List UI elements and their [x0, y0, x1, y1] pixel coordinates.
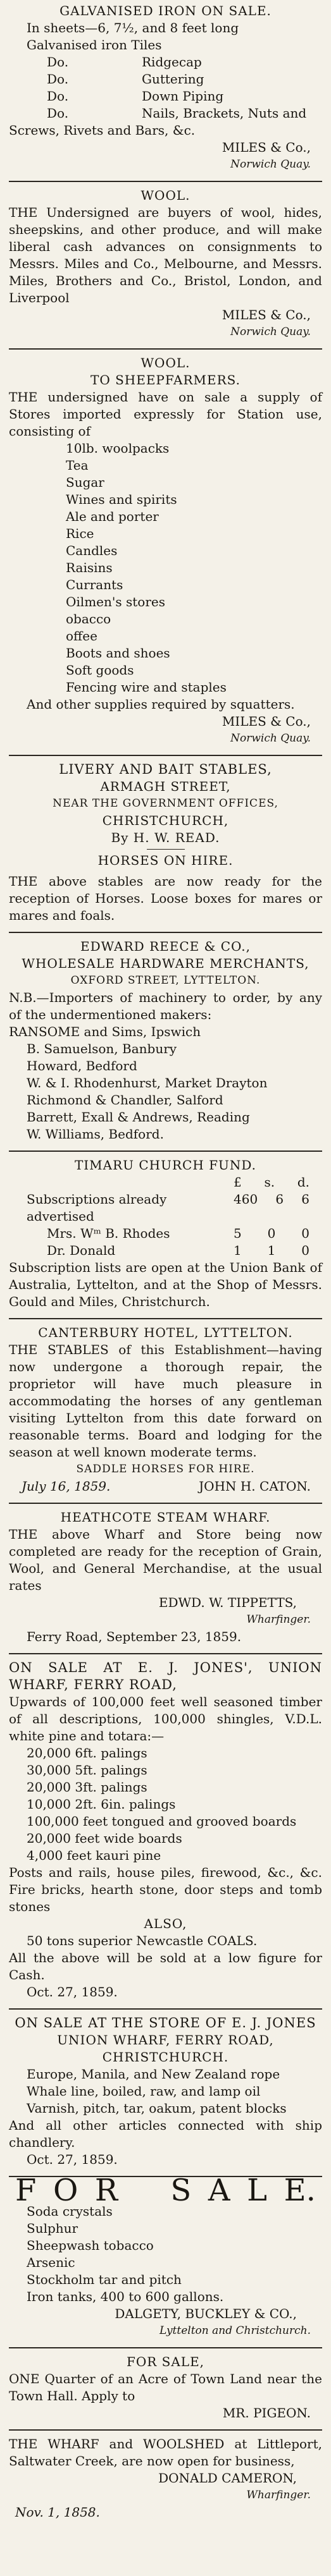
ad-town-land	[9, 2353, 322, 2422]
divider	[9, 1151, 322, 1152]
list-item: Wines and spirits	[66, 492, 177, 507]
list-item: RANSOME and Sims, Ipswich	[9, 1024, 201, 1039]
ad-subheading: HORSES ON HIRE.	[97, 853, 234, 868]
ad-canterbury-hotel	[9, 1324, 322, 1495]
list-item: Iron tanks, 400 to 600 gallons.	[27, 2289, 224, 2304]
ad-address: Wharfinger.	[246, 1613, 311, 1626]
ad-date: Oct. 27, 1859.	[27, 1984, 118, 1999]
table-row: Dr. Donald 1 1 0	[47, 1243, 309, 1258]
ad-body: THE above stables are now ready for the reception of Horses. Loose boxes for mares or mares and foals.	[9, 874, 322, 923]
ad-address: Wharfinger.	[246, 2489, 311, 2501]
list-item: W. Williams, Bedford.	[27, 1126, 164, 1142]
list-item: Currants	[66, 577, 123, 592]
ad-heathcote-wharf	[9, 1509, 322, 1645]
ad-heading: WOOL.	[141, 188, 190, 203]
ad-date: Oct. 27, 1859.	[27, 2152, 118, 2167]
ad-subheading: OXFORD STREET, LYTTELTON.	[70, 974, 261, 987]
ad-heading: GALVANISED IRON ON SALE.	[59, 3, 272, 18]
list-item: Fencing wire and staples	[66, 680, 227, 695]
ad-date: July 16, 1859.	[22, 1479, 111, 1494]
list-item: 4,000 feet kauri pine	[27, 1848, 161, 1863]
ad-date: Ferry Road, September 23, 1859.	[27, 1629, 242, 1644]
divider	[9, 755, 322, 756]
divider	[9, 932, 322, 933]
table-row: Mrs. Wᵐ B. Rhodes 5 0 0	[47, 1226, 309, 1241]
list-item: Do. Guttering	[47, 71, 204, 87]
list-item: Candles	[66, 543, 118, 558]
divider	[9, 1653, 322, 1654]
table-row: Subscriptions already advertised 460 6 6	[27, 1192, 309, 1224]
list-item: Arsenic	[27, 2255, 75, 2270]
list-item: Varnish, pitch, tar, oakum, patent blocks	[27, 2101, 287, 2116]
ad-subheading: NEAR THE GOVERNMENT OFFICES,	[53, 797, 278, 810]
divider	[9, 181, 322, 182]
ad-line: In sheets—6, 7½, and 8 feet long	[27, 20, 239, 35]
list-item: Oilmen's stores	[66, 594, 165, 609]
list-item: 30,000 5ft. palings	[27, 1762, 147, 1778]
ad-heading: HEATHCOTE STEAM WHARF.	[60, 1510, 271, 1525]
ad-body: THE WHARF and WOOLSHED at Littleport, Saltwater Creek, are now open for business,	[9, 2436, 322, 2469]
divider	[9, 348, 322, 350]
ad-heading: TIMARU CHURCH FUND.	[74, 1157, 257, 1173]
list-item: Do. Down Piping	[47, 89, 224, 104]
ad-signature: DONALD CAMERON,	[158, 2470, 297, 2486]
list-item: Whale line, boiled, raw, and lamp oil	[27, 2084, 261, 2099]
ad-line: Galvanised iron Tiles	[27, 37, 162, 52]
ad-subheading: By H. W. READ.	[111, 830, 220, 845]
ad-sheepfarmers	[9, 355, 322, 747]
ad-subheading: CHRISTCHURCH,	[102, 813, 229, 828]
ad-dalgety-for-sale	[9, 2173, 322, 2340]
list-item: 20,000 6ft. palings	[27, 1745, 147, 1761]
list-item: W. & I. Rhodenhurst, Market Drayton	[27, 1075, 268, 1090]
ad-subheading: ARMAGH STREET,	[100, 779, 231, 794]
ad-heading: LIVERY AND BAIT STABLES,	[59, 762, 272, 777]
ad-galvanised-iron	[9, 0, 322, 173]
ad-address: Norwich Quay.	[230, 326, 311, 338]
ad-wool-buyers	[9, 187, 322, 341]
ad-body: Upwards of 100,000 feet well seasoned timber of all descriptions, 100,000 shingles, V.D.L. white pine and totara:—	[9, 1694, 322, 1743]
ad-heading: WOOL.	[141, 355, 190, 370]
ad-subheading: SADDLE HORSES FOR HIRE.	[76, 1463, 255, 1475]
ad-body: N.B.—Importers of machinery to order, by any of the undermentioned makers:	[9, 990, 322, 1022]
list-item: Sulphur	[27, 2221, 78, 2236]
list-item: Sheepwash tobacco	[27, 2238, 154, 2253]
ad-line: 50 tons superior Newcastle COALS.	[27, 1933, 258, 1948]
ad-heading: EDWARD REECE & CO.,	[80, 939, 251, 954]
list-item: B. Samuelson, Banbury	[27, 1041, 177, 1056]
ad-heading: FOR SALE,	[126, 2354, 205, 2369]
ad-body: THE STABLES of this Establishment—having now undergone a thorough repair, the proprietor will have much pleasure in accommodating the horses of any gentleman visiting Lyttelton from this date forward on reasonable terms. Board and lodging for the season at well known moderate terms.	[9, 1342, 322, 1460]
divider	[9, 2008, 322, 2010]
rule	[147, 849, 185, 850]
ad-heading: ON SALE AT E. J. JONES', UNION WHARF, FERRY ROAD,	[9, 1660, 322, 1692]
list-item: Raisins	[66, 560, 113, 575]
ad-timaru-church-fund	[9, 1157, 322, 1310]
ad-address: Lyttelton and Christchurch.	[159, 2324, 311, 2337]
list-item: 20,000 3ft. palings	[27, 1779, 147, 1795]
ad-date: Nov. 1, 1858.	[15, 2505, 100, 2520]
list-item: offee	[66, 628, 97, 644]
ad-signature: DALGETY, BUCKLEY & CO.,	[115, 2306, 297, 2321]
ad-subheading: TO SHEEPFARMERS.	[90, 372, 240, 388]
ad-line: And other supplies required by squatters.	[27, 697, 295, 712]
list-item: Richmond & Chandler, Salford	[27, 1092, 223, 1108]
ad-body: Posts and rails, house piles, firewood, &c., &c. Fire bricks, hearth stone, door steps and tomb stones	[9, 1865, 322, 1914]
divider	[9, 2347, 322, 2348]
list-item: obacco	[66, 611, 111, 626]
ad-body: THE above Wharf and Store being now completed are ready for the reception of Grain, Wool, and General Merchandise, at the usual rates	[9, 1527, 322, 1593]
ad-signature: MILES & Co.,	[222, 140, 311, 155]
list-item: Do. Nails, Brackets, Nuts and	[47, 106, 307, 121]
ad-edward-reece	[9, 938, 322, 1143]
ad-subheading: CHRISTCHURCH.	[102, 2049, 229, 2065]
list-item: Howard, Bedford	[27, 1058, 137, 1073]
ad-littleport-wharf	[9, 2436, 322, 2521]
ad-subheading: WHOLESALE HARDWARE MERCHANTS,	[22, 956, 309, 971]
ad-body: Subscription lists are open at the Union Bank of Australia, Lyttelton, and at the Shop of Messrs. Gould and Miles, Christchurch.	[9, 1260, 322, 1309]
ad-heading: CANTERBURY HOTEL, LYTTELTON.	[38, 1325, 293, 1340]
ad-livery-stables	[9, 761, 322, 924]
list-item: 10lb. woolpacks	[66, 441, 170, 456]
ad-jones-store	[9, 2015, 322, 2168]
ad-signature: EDWD. W. TIPPETTS,	[158, 1595, 297, 1610]
ad-signature: MILES & Co.,	[222, 307, 311, 322]
list-item: Soda crystals	[27, 2204, 113, 2219]
ad-subheading: ALSO,	[144, 1916, 187, 1931]
ad-footer	[9, 1478, 322, 1495]
list-item: Ale and porter	[66, 509, 159, 524]
list-item: Rice	[66, 526, 94, 541]
list-item: Europe, Manila, and New Zealand rope	[27, 2066, 280, 2082]
ad-heading: ON SALE AT THE STORE OF E. J. JONES	[15, 2015, 316, 2030]
ad-body: And all other articles connected with ship chandlery.	[9, 2118, 322, 2150]
list-item: Barrett, Exall & Andrews, Reading	[27, 1109, 250, 1125]
list-item: Do. Ridgecap	[47, 54, 202, 70]
divider	[9, 1503, 322, 1504]
ad-signature: MILES & Co.,	[222, 714, 311, 729]
ad-signature: MR. PIGEON.	[222, 2405, 311, 2420]
ad-jones-union-wharf	[9, 1659, 322, 2001]
table-header: £ s. d.	[234, 1175, 309, 1190]
list-item: 100,000 feet tongued and grooved boards	[27, 1814, 297, 1829]
ad-body: THE undersigned have on sale a supply of Stores imported expressly for Station use, consisting of	[9, 389, 322, 439]
list-item: Soft goods	[66, 662, 134, 678]
for-sale-heading: F O R S A L E.	[15, 2173, 316, 2208]
divider	[9, 2429, 322, 2431]
ad-address: Norwich Quay.	[230, 158, 311, 171]
ad-line: Screws, Rivets and Bars, &c.	[9, 123, 196, 138]
ad-address: Norwich Quay.	[230, 732, 311, 745]
ad-body: All the above will be sold at a low figure for Cash.	[9, 1950, 322, 1982]
list-item: Tea	[66, 458, 89, 473]
ad-body: ONE Quarter of an Acre of Town Land near the Town Hall. Apply to	[9, 2371, 322, 2403]
divider	[9, 1318, 322, 1319]
ad-subheading: UNION WHARF, FERRY ROAD,	[57, 2032, 274, 2048]
ad-signature: JOHN H. CATON.	[199, 1479, 311, 1494]
list-item: 10,000 2ft. 6in. palings	[27, 1797, 176, 1812]
list-item: Sugar	[66, 475, 104, 490]
list-item: Boots and shoes	[66, 645, 170, 661]
ad-body: THE Undersigned are buyers of wool, hides, sheepskins, and other produce, and will make liberal cash advances on consignments to Messrs. Miles and Co., Melbourne, and Messrs. Miles, Brothers and Co., Bristol, London, and Liverpool	[9, 205, 322, 305]
list-item: Stockholm tar and pitch	[27, 2272, 182, 2287]
list-item: 20,000 feet wide boards	[27, 1831, 182, 1846]
